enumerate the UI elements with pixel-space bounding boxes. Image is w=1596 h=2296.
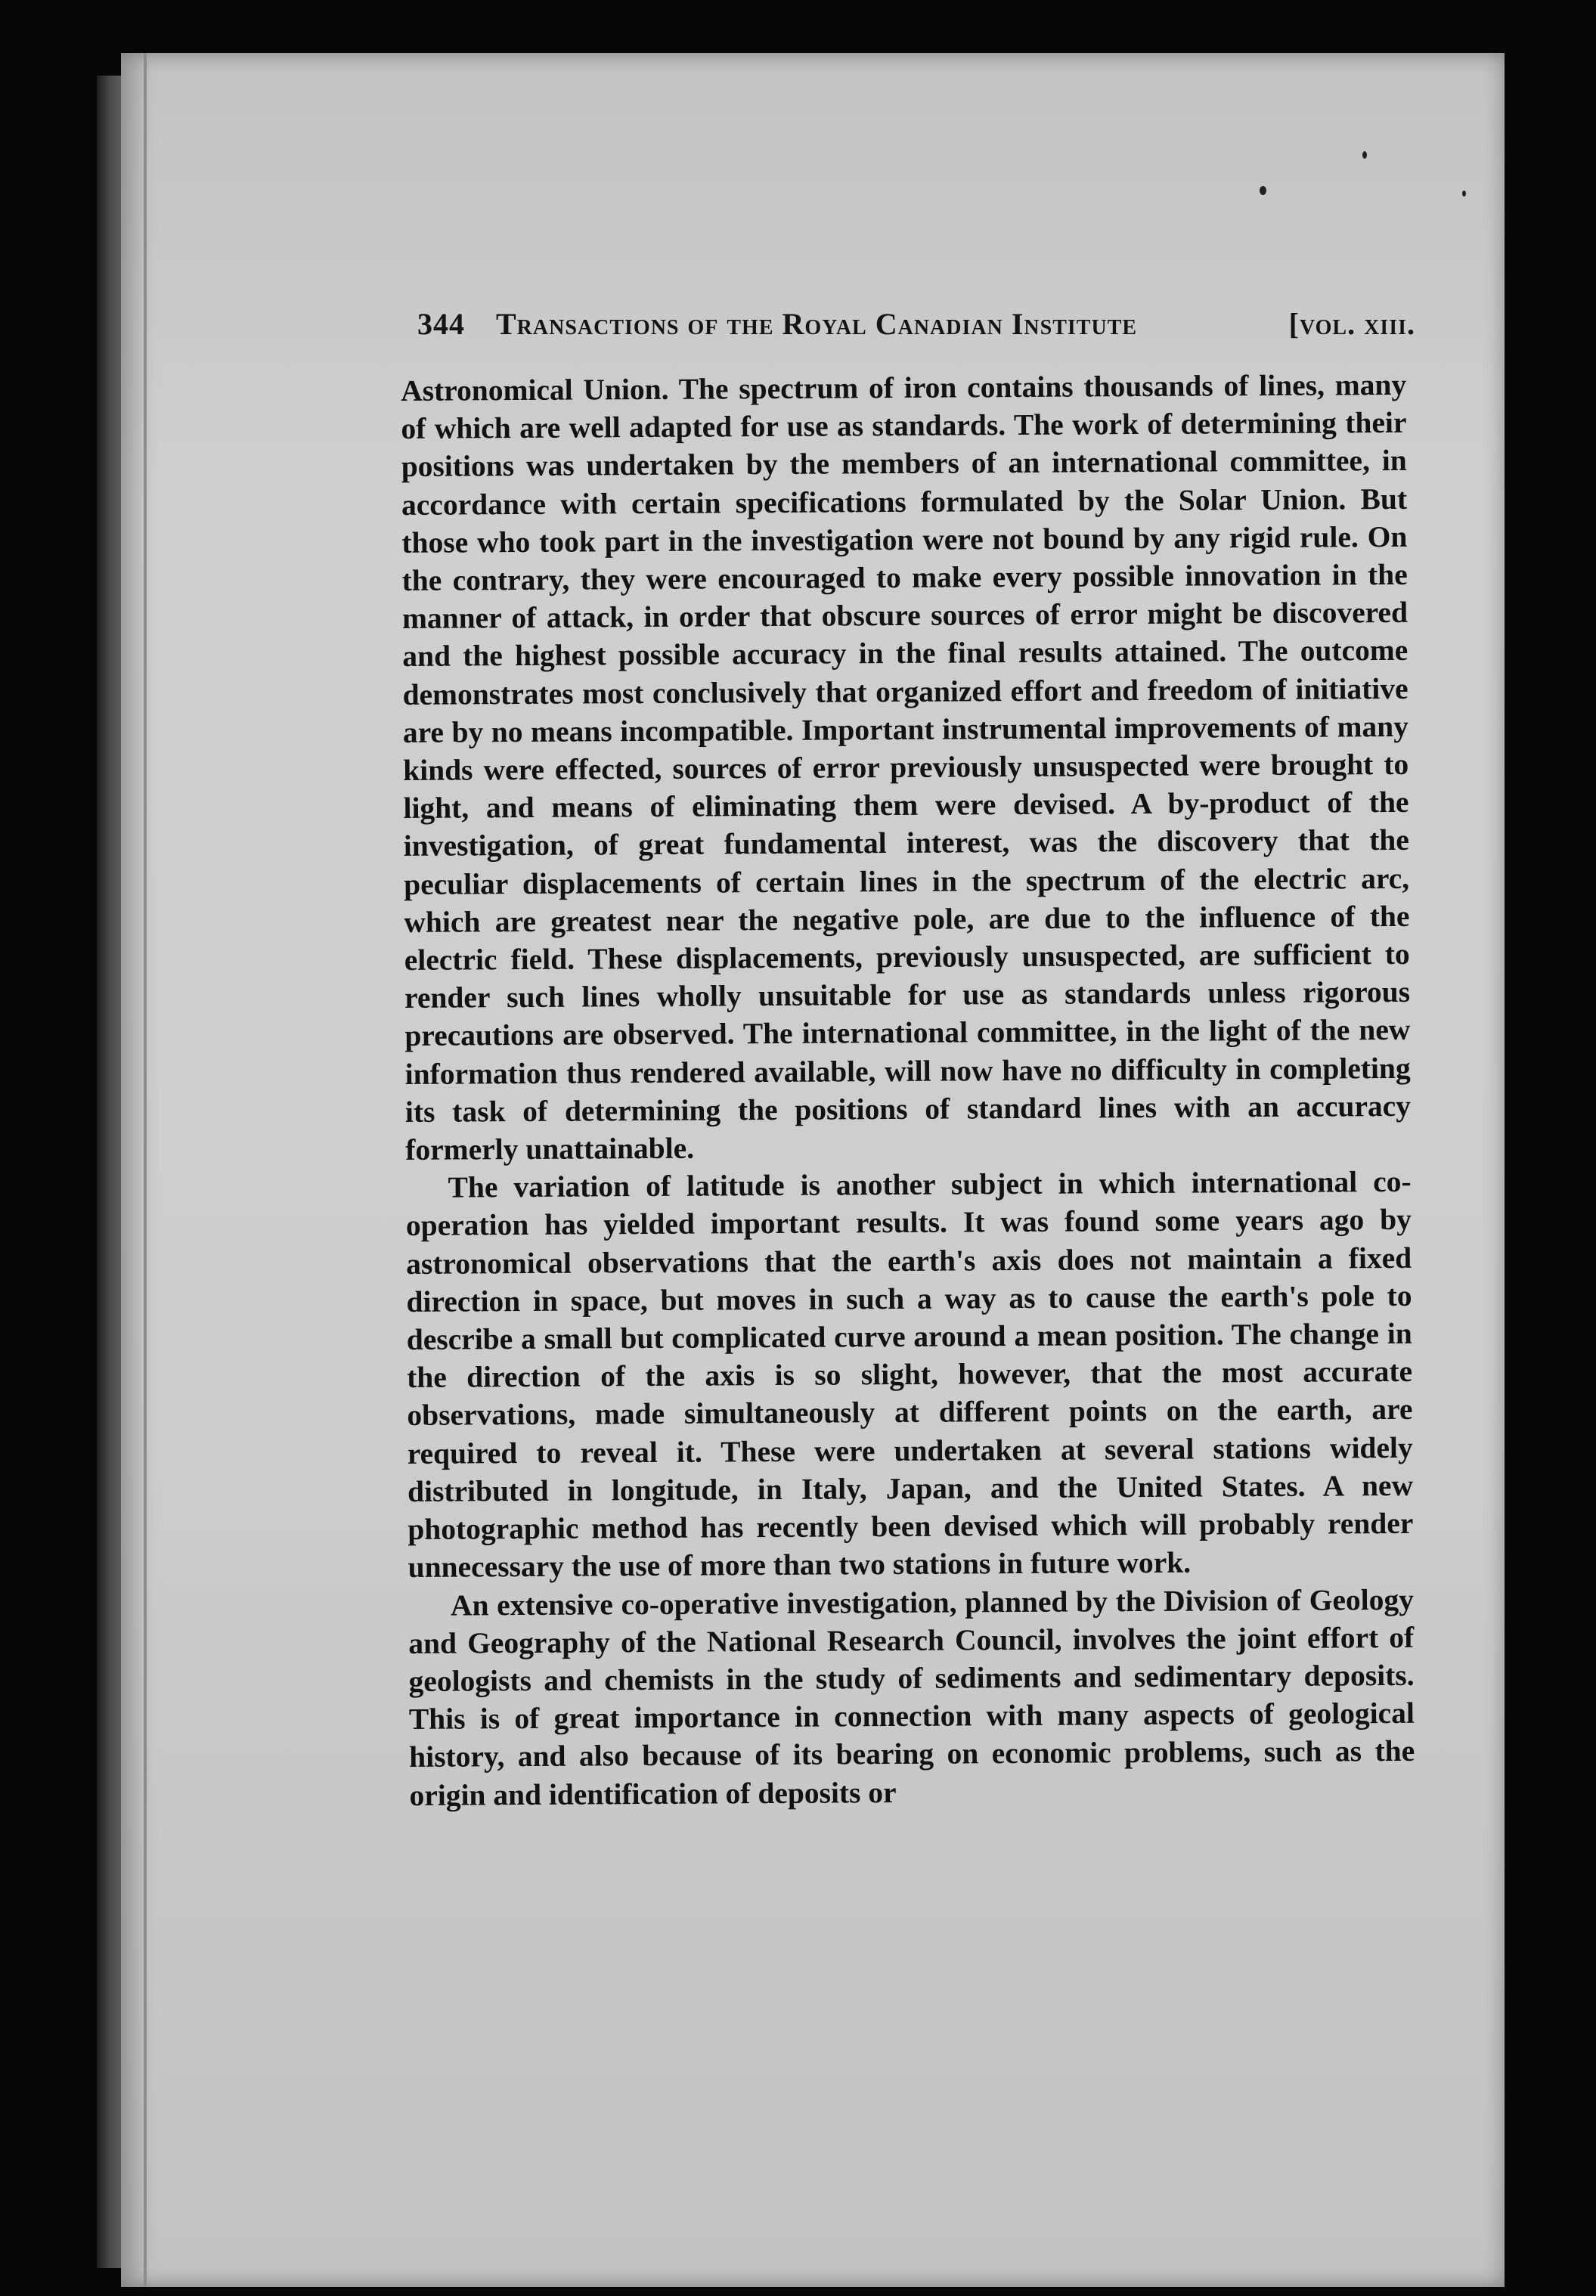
paragraph-sediments-investigation: An extensive co-operative investigation, planned by the Division of Geology and Geography of the National Research Council, involves the joint effort of geologists and chemists in the study of sediments and sedimentary deposits. This is of great importance in connection with many aspects of geological history, and also because of its bearing on economic problems, such as the origin and identification of deposits or [408, 1582, 1415, 1812]
body-text [401, 366, 1415, 1814]
dust-speck [1260, 186, 1266, 195]
journal-title: Transactions of the Royal Canadian Institute [496, 307, 1138, 341]
volume-label: [vol. xiii. [1288, 307, 1415, 341]
paragraph-iron-spectrum: Astronomical Union. The spectrum of iron contains thousands of lines, many of which are well adapted for use as standards. The work of determining their positions was undertaken by the members of an international committee, in accordance with certain specifications formulated by the Solar Union. But those who took part in the investigation were not bound by any rigid rule. On the contrary, they were encouraged to make every possible innovation in the manner of attack, in order that obscure sources of error might be discovered and the highest possible accuracy in the final results attained. The outcome demonstrates most conclusively that organized effort and freedom of initiative are by no means incompatible. Important instrumental improvements of many kinds were effected, sources of error previously unsuspected were brought to light, and means of eliminating them were devised. A by-product of the investigation, of great fundamental interest, was the discovery that the peculiar displacements of certain lines in the spectrum of the electric arc, which are greatest near the negative pole, are due to the influence of the electric field. These displacements, previously unsuspected, are sufficient to render such lines wholly unsuitable for use as standards unless rigorous precautions are observed. The international committee, in the light of the new information thus rendered available, will now have no difficulty in completing its task of determining the positions of standard lines with an accuracy formerly unattainable. [401, 367, 1412, 1167]
dust-speck [1462, 191, 1466, 197]
page-edge-line [144, 53, 147, 2287]
dust-speck [1362, 151, 1367, 159]
page-number: 344 [417, 307, 465, 341]
running-head [417, 306, 1415, 359]
paragraph-latitude-variation: The variation of latitude is another subject in which international co-operation has yielded important results. It was found some years ago by astronomical observations that the earth's axis does not maintain a fixed direction in space, but moves in such a way as to cause the earth's pole to describe a small but complicated curve around a mean position. The change in the direction of the axis is so slight, however, that the most accurate observations, made simultaneously at different points on the earth, are required to reveal it. These were undertaken at several stations widely distributed in longitude, in Italy, Japan, and the United States. A new photographic method has recently been devised which will probably render unnecessary the use of more than two stations in future work. [405, 1165, 1414, 1585]
